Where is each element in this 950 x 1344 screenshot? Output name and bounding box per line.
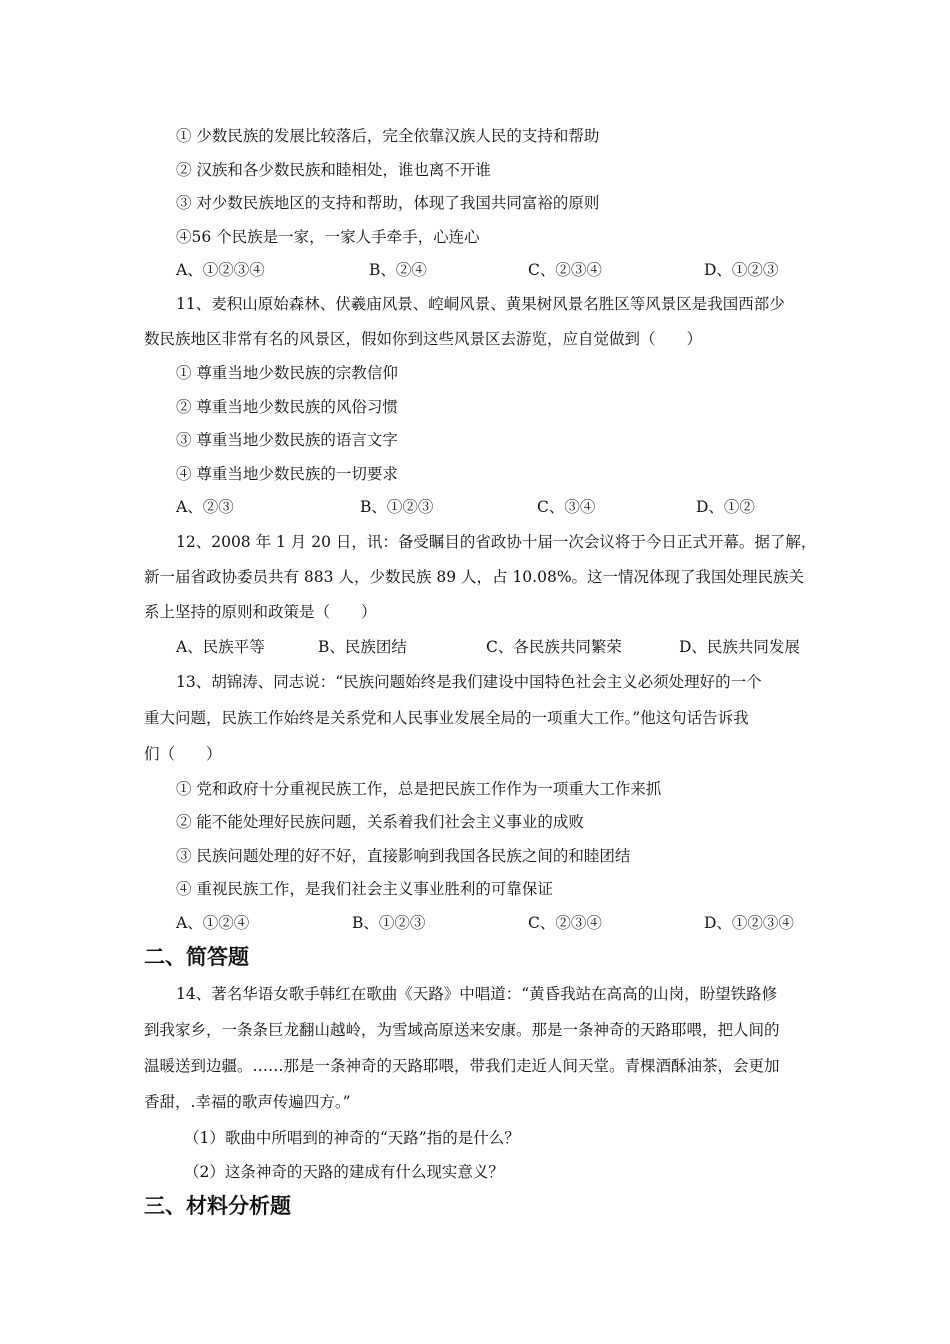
q13-item-3: ③ 民族问题处理的好不好，直接影响到我国各民族之间的和睦团结 (176, 847, 631, 865)
q12-option-b: B、民族团结 (318, 638, 407, 656)
q14-stem-line-2: 到我家乡，一条条巨龙翻山越岭，为雪域高原送来安康。那是一条神奇的天路耶喂，把人间的 (144, 1021, 780, 1039)
q13-item-1: ① 党和政府十分重视民族工作，总是把民族工作作为一项重大工作来抓 (176, 780, 662, 798)
q10-option-b: B、②④ (369, 261, 427, 279)
q14-stem-line-3: 温暖送到边疆。……那是一条神奇的天路耶喂，带我们走近人间天堂。青棵酒酥油茶，会更加 (144, 1057, 780, 1075)
q10-item-2: ② 汉族和各少数民族和睦相处，谁也离不开谁 (176, 161, 491, 179)
q13-option-b: B、①②③ (352, 914, 426, 932)
q11-item-1: ① 尊重当地少数民族的宗教信仰 (176, 364, 398, 382)
q11-item-2: ② 尊重当地少数民族的风俗习惯 (176, 398, 398, 416)
q10-item-3: ③ 对少数民族地区的支持和帮助，体现了我国共同富裕的原则 (176, 194, 600, 212)
q10-item-1: ① 少数民族的发展比较落后，完全依靠汉族人民的支持和帮助 (176, 127, 600, 145)
q11-item-3: ③ 尊重当地少数民族的语言文字 (176, 431, 398, 449)
q12-option-a: A、民族平等 (176, 638, 265, 656)
q12-stem-line-1: 12、2008 年 1 月 20 日，讯：备受瞩目的省政协十届一次会议将于今日正式开幕。据了解， (176, 533, 817, 551)
section-heading-material-analysis: 三、材料分析题 (144, 1194, 291, 1218)
q13-stem-line-1: 13、胡锦涛、同志说：“民族问题始终是我们建设中国特色社会主义必须处理好的一个 (176, 673, 762, 691)
q13-option-d: D、①②③④ (704, 914, 794, 932)
q12-stem-line-3: 系上坚持的原则和政策是（ ） (144, 603, 377, 621)
q12-option-d: D、民族共同发展 (679, 638, 800, 656)
q11-stem-line-1: 11、麦积山原始森林、伏羲庙风景、崆峒风景、黄果树风景名胜区等风景区是我国西部少 (176, 295, 785, 313)
q13-stem-line-2: 重大问题，民族工作始终是关系党和人民事业发展全局的一项重大工作。”他这句话告诉我 (144, 709, 749, 727)
q14-stem-line-4: 香甜，.幸福的歌声传遍四方。” (144, 1093, 351, 1111)
q10-option-a: A、①②③④ (176, 261, 265, 279)
q13-option-a: A、①②④ (176, 914, 250, 932)
q14-stem-line-1: 14、著名华语女歌手韩红在歌曲《天路》中唱道：“黄昏我站在高高的山岗，盼望铁路修 (176, 985, 778, 1003)
q13-item-4: ④ 重视民族工作，是我们社会主义事业胜利的可靠保证 (176, 880, 553, 898)
q11-stem-line-2: 数民族地区非常有名的风景区，假如你到这些风景区去游览，应自觉做到（ ） (144, 330, 703, 348)
q11-option-c: C、③④ (537, 498, 596, 516)
q10-option-c: C、②③④ (528, 261, 602, 279)
q12-option-c: C、各民族共同繁荣 (486, 638, 622, 656)
q13-item-2: ② 能不能处理好民族问题，关系着我们社会主义事业的成败 (176, 813, 584, 831)
q11-option-a: A、②③ (176, 498, 234, 516)
q13-stem-line-3: 们（ ） (144, 745, 222, 763)
q13-option-c: C、②③④ (528, 914, 602, 932)
q11-option-d: D、①② (696, 498, 755, 516)
q14-subquestion-2: （2）这条神奇的天路的建成有什么现实意义？ (184, 1163, 504, 1181)
section-heading-short-answer: 二、简答题 (144, 945, 249, 969)
q11-option-b: B、①②③ (360, 498, 434, 516)
q12-stem-line-2: 新一届省政协委员共有 883 人，少数民族 89 人，占 10.08%。这一情况体现了我国处理民族关 (144, 568, 805, 586)
q10-item-4: ④56 个民族是一家，一家人手牵手，心连心 (176, 228, 480, 246)
q11-item-4: ④ 尊重当地少数民族的一切要求 (176, 465, 398, 483)
q10-option-d: D、①②③ (704, 261, 779, 279)
q14-subquestion-1: （1）歌曲中所唱到的神奇的“天路”指的是什么？ (184, 1129, 520, 1147)
